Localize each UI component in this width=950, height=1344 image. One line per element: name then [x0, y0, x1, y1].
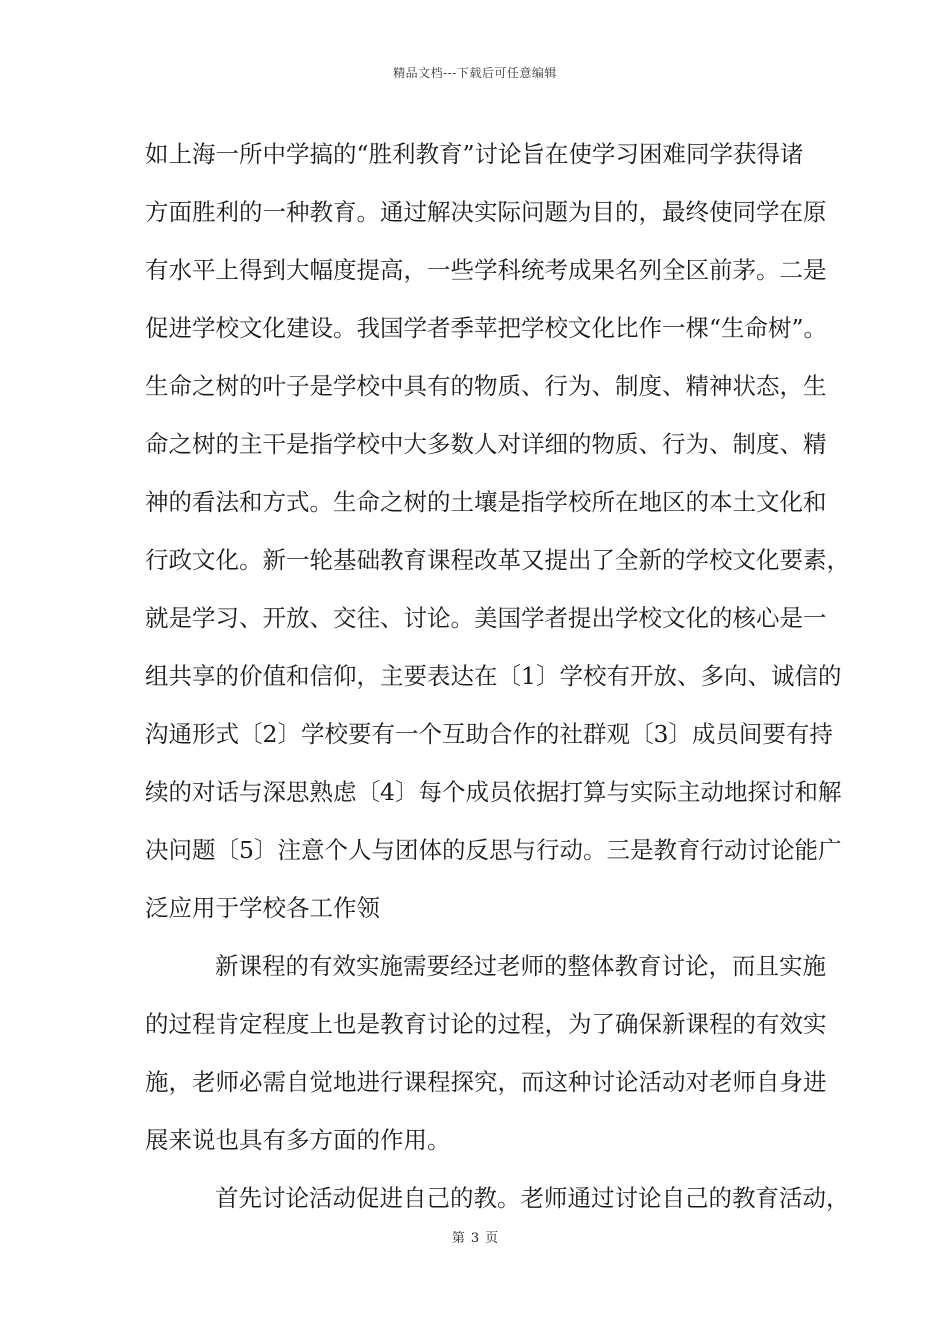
paragraph-start-line: 首先讨论活动促进自己的教。老师通过讨论自己的教育活动， [215, 1184, 850, 1212]
page-number-suffix: 页 [485, 1231, 499, 1246]
text-line: 续的对话与深思熟虑〔4〕每个成员依据打算与实际主动地探讨和解 [145, 778, 842, 806]
text-line: 沟通形式〔2〕学校要有一个互助合作的社群观〔3〕成员间要有持 [145, 720, 833, 748]
text-line: 方面胜利的一种教育。通过解决实际问题为目的，最终使同学在原 [145, 198, 827, 226]
text-line: 促进学校文化建设。我国学者季苹把学校文化比作一棵“生命树”。 [145, 314, 828, 342]
text-line: 有水平上得到大幅度提高，一些学科统考成果名列全区前茅。二是 [145, 256, 827, 284]
text-line: 就是学习、开放、交往、讨论。美国学者提出学校文化的核心是一 [145, 604, 827, 632]
document-body [145, 132, 850, 1234]
text-line: 命之树的主干是指学校中大多数人对详细的物质、行为、制度、精 [145, 430, 827, 458]
page-number-prefix: 第 [451, 1231, 465, 1246]
text-line: 生命之树的叶子是学校中具有的物质、行为、制度、精神状态，生 [145, 372, 827, 400]
text-line: 组共享的价值和信仰，主要表达在〔1〕学校有开放、多向、诚信的 [145, 662, 842, 690]
text-line: 如上海一所中学搞的“胜利教育”讨论旨在使学习困难同学获得诸 [145, 140, 804, 168]
page-footer [0, 1227, 950, 1246]
page-header: 精品文档---下载后可任意编辑 [393, 66, 557, 80]
text-line: 决问题〔5〕注意个人与团体的反思与行动。三是教育行动讨论能广 [145, 836, 842, 864]
text-line: 展来说也具有多方面的作用。 [145, 1126, 451, 1154]
text-line: 的过程肯定程度上也是教育讨论的过程，为了确保新课程的有效实 [145, 1010, 827, 1038]
text-line: 神的看法和方式。生命之树的土壤是指学校所在地区的本土文化和 [145, 488, 827, 516]
text-line: 行政文化。新一轮基础教育课程改革又提出了全新的学校文化要素， [145, 546, 850, 574]
page-number: 3 [470, 1231, 480, 1246]
text-line: 施，老师必需自觉地进行课程探究，而这种讨论活动对老师自身进 [145, 1068, 827, 1096]
paragraph-start-line: 新课程的有效实施需要经过老师的整体教育讨论，而且实施 [215, 952, 826, 980]
text-line: 泛应用于学校各工作领 [145, 894, 380, 922]
